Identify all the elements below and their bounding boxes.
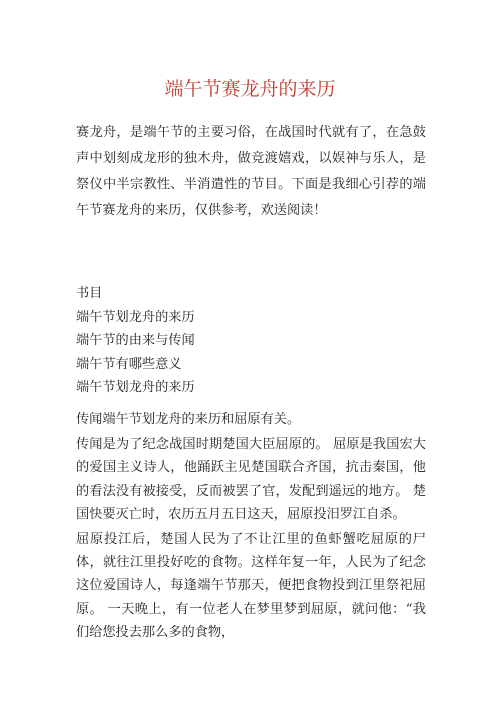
table-of-contents [76,282,426,400]
toc-item: 端午节有哪些意义 [76,356,182,372]
toc-item: 端午节划龙舟的来历 [76,309,195,325]
body-text [76,408,426,646]
toc-heading: 书目 [76,286,103,301]
intro-paragraph: 赛龙舟，是端午节的主要习俗，在战国时代就有了，在急鼓声中划刻成龙形的独木舟，做竞渡嬉戏，以娱神与乐人，是祭仪中半宗教性、半消遣性的节目。下面是我细心引荐的端午节赛龙舟的来历，仅供参考，欢送阅读！ [76,125,426,218]
toc-item: 端午节划龙舟的来历 [76,380,195,395]
body-paragraph: 传闻端午节划龙舟的来历和屈原有关。 [76,412,301,427]
toc-item: 端午节的由来与传闻 [76,333,195,348]
body-paragraph: 屈原投江后，楚国人民为了不让江里的鱼虾蟹吃屈原的尸体，就往江里投好吃的食物。这样年复一年，人民为了纪念这位爱国诗人，每逢端午节那天，便把食物投到江里祭祀屈原。 一天晚上，有一位老人在梦里梦到屈原，就问他：“我们给您投去那么多的食物， [76,532,426,640]
document-title: 端午节赛龙舟的来历 [164,78,336,100]
body-paragraph: 传闻是为了纪念战国时期楚国大臣屈原的。 屈原是我国宏大的爱国主义诗人，他踊跃主见楚国联合齐国，抗击秦国，他的看法没有被接受，反而被罢了官，发配到遥远的地方。 楚国快要灭亡时，农历五月五日这天，屈原投汨罗江自杀。 [76,437,426,522]
